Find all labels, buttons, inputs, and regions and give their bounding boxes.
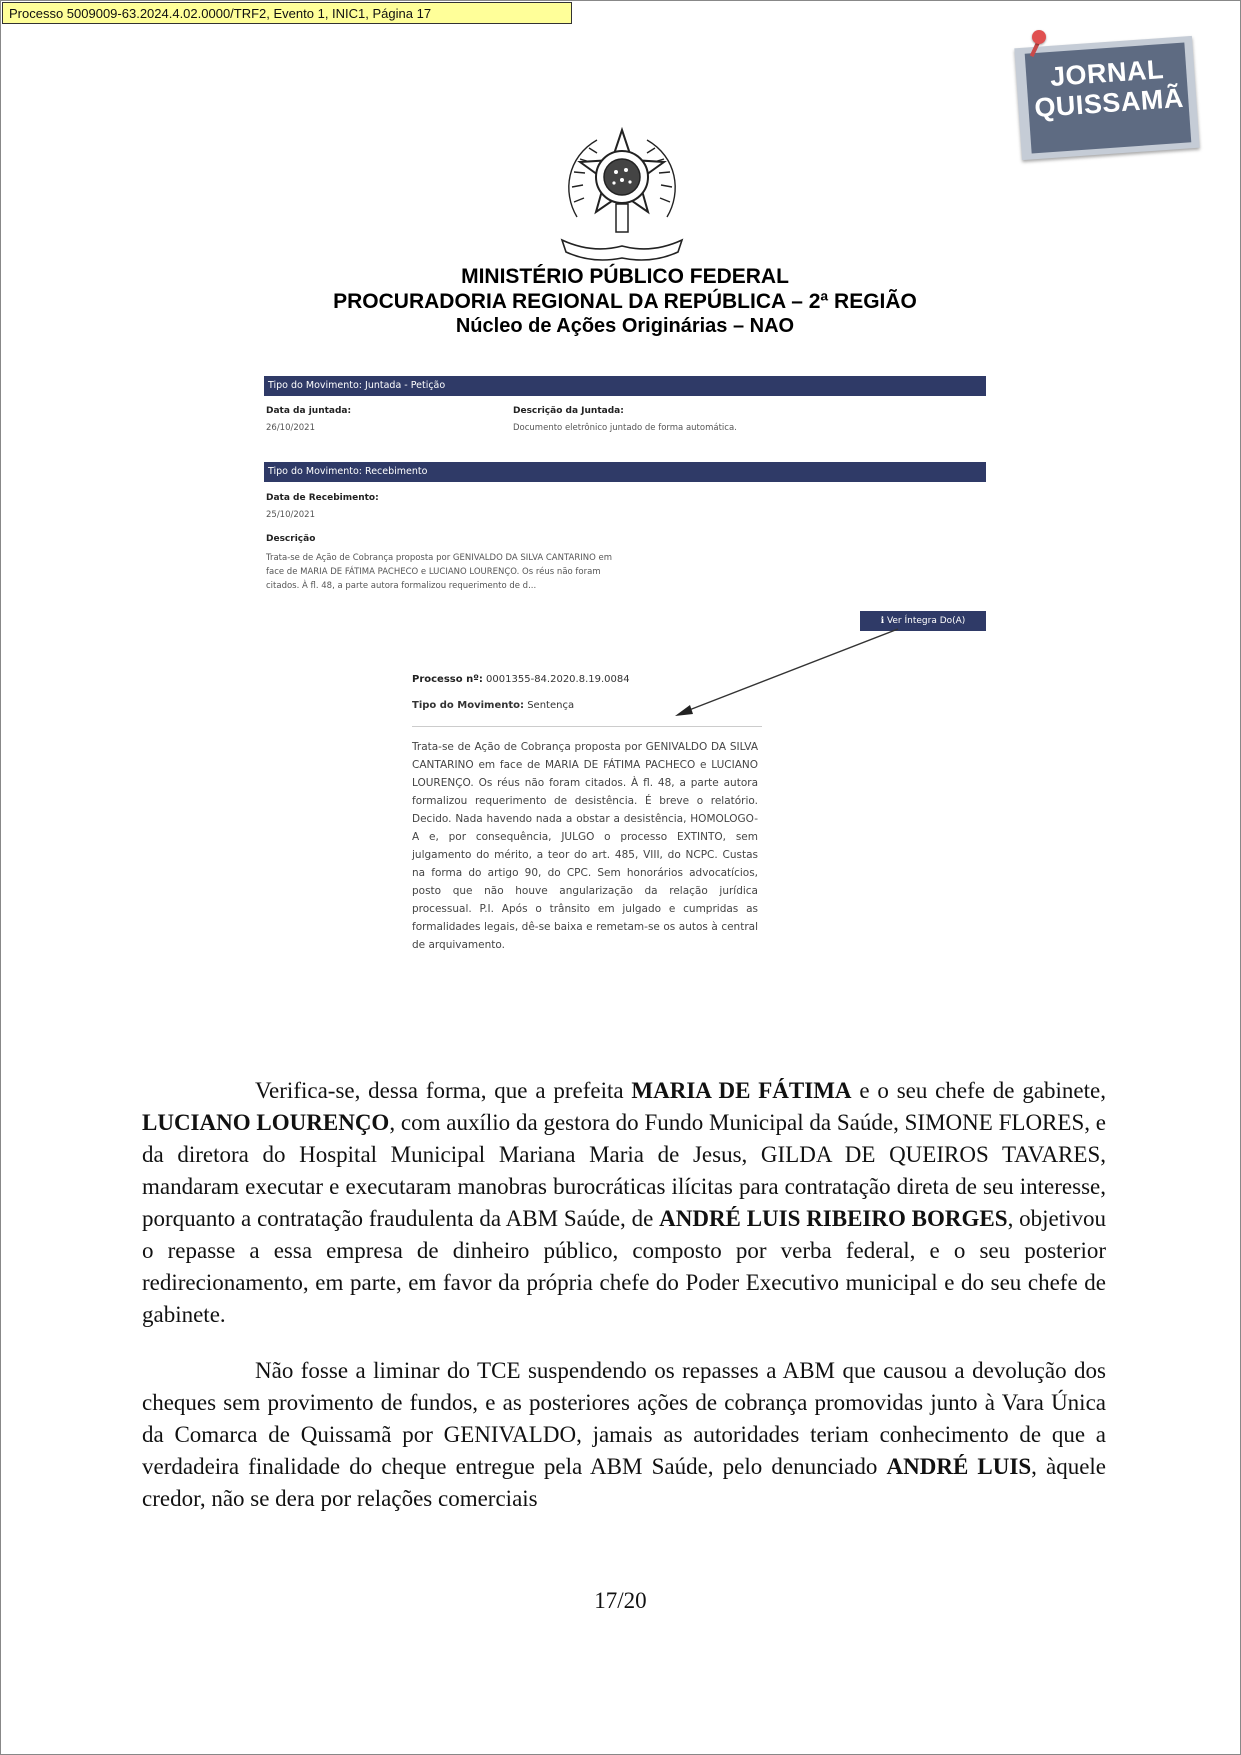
date-label: Data da juntada: — [266, 406, 352, 416]
process-stamp: Processo 5009009-63.2024.4.02.0000/TRF2, Evento 1, INIC1, Página 17 — [2, 2, 572, 24]
letterhead-line1: MINISTÉRIO PÚBLICO FEDERAL — [461, 265, 789, 288]
pushpin-icon — [1032, 30, 1046, 44]
date-value: 26/10/2021 — [266, 423, 315, 433]
description-label: Descrição — [266, 534, 316, 544]
movement-label: Tipo do Movimento: — [412, 700, 525, 711]
desc-value: Documento eletrônico juntado de forma automática. — [513, 423, 737, 433]
receipt-label: Data de Recebimento: — [266, 493, 379, 503]
logo-line1: JORNAL — [1049, 54, 1165, 92]
paragraph-2: Não fosse a liminar do TCE suspendendo os repasses a ABM que causou a devolução dos cheques sem provimento de fundos, e as posteriores ações de cobrança promovidas junto à Vara Única da Comarca de Quissamã por GENIVALDO, jamais as autoridades teriam conhecimento de que a verdadeira finalidade do cheque entregue pela ABM Saúde, pelo denunciado ANDRÉ LUIS, àquele credor, não se dera por relações comerciais — [142, 1358, 1106, 1511]
process-number — [412, 674, 772, 685]
divider — [412, 726, 762, 727]
movement-type — [412, 700, 772, 711]
receipt-value: 25/10/2021 — [266, 510, 315, 520]
jornal-quissama-logo — [1012, 30, 1202, 158]
letterhead-line3: Núcleo de Ações Originárias – NAO — [455, 315, 795, 337]
movement2-bar: Tipo do Movimento: Recebimento — [264, 462, 986, 482]
page-number: 17/20 — [594, 1588, 647, 1613]
info-icon: ℹ — [880, 616, 887, 626]
view-sentence-label: Ver Íntegra Do(A) Sentença — [886, 616, 966, 646]
paragraph-1: Verifica-se, dessa forma, que a prefeita MARIA DE FÁTIMA e o seu chefe de gabinete, LUCIANO LOURENÇO, com auxílio da gestora do Fundo Municipal da Saúde, SIMONE FLORES, e da diretora do Hospital Municipal Mariana Maria de Jesus, GILDA DE QUEIROS TAVARES, mandaram executar e executaram manobras burocráticas ilícitas para contratação direta de seu interesse, porquanto a contratação fraudulenta da ABM Saúde, de ANDRÉ LUIS RIBEIRO BORGES, objetivou o repasse a essa empresa de dinheiro público, composto por verba federal, e o seu posterior redirecionamento, em parte, em favor da própria chefe do Poder Executivo municipal e do seu chefe de gabinete. — [142, 1078, 1106, 1327]
description-value: Trata-se de Ação de Cobrança proposta por GENIVALDO DA SILVA CANTARINO em face de MARIA DE FÁTIMA PACHECO e LUCIANO LOURENÇO. Os réus não foram citados. À fl. 48, a parte autora formalizou requerimento de d... — [266, 553, 613, 591]
movement-value: Sentença — [527, 700, 575, 711]
desc-label: Descrição da Juntada: — [513, 406, 624, 416]
movement1-bar: Tipo do Movimento: Juntada - Petição — [264, 376, 986, 396]
letterhead-line2: PROCURADORIA REGIONAL DA REPÚBLICA – 2ª REGIÃO — [333, 290, 917, 313]
brazil-coat-of-arms-icon — [552, 122, 692, 267]
process-label: Processo nº: — [412, 674, 483, 685]
process-value: 0001355-84.2020.8.19.0084 — [486, 674, 630, 685]
logo-line2: QUISSAMÃ — [1033, 82, 1185, 124]
embedded-court-screenshot — [264, 374, 986, 964]
sentence-text: Trata-se de Ação de Cobrança proposta por GENIVALDO DA SILVA CANTARINO em face de MARIA DE FÁTIMA PACHECO e LUCIANO LOURENÇO. Os réus não foram citados. À fl. 48, a parte autora formalizou requerimento de desistência. É breve o relatório. Decido. Nada havendo nada a obstar a desistência, HOMOLOGO-A e, por consequência, JULGO o processo EXTINTO, sem julgamento do mérito, a teor do art. 485, VIII, do NCPC. Custas na forma do artigo 90, do CPC. Sem honorários advocatícios, posto que não houve angularização da relação jurídica processual. P.I. Após o trânsito em julgado e cumpridas as formalidades legais, dê-se baixa e remetam-se os autos à central de arquivamento. — [412, 741, 758, 951]
